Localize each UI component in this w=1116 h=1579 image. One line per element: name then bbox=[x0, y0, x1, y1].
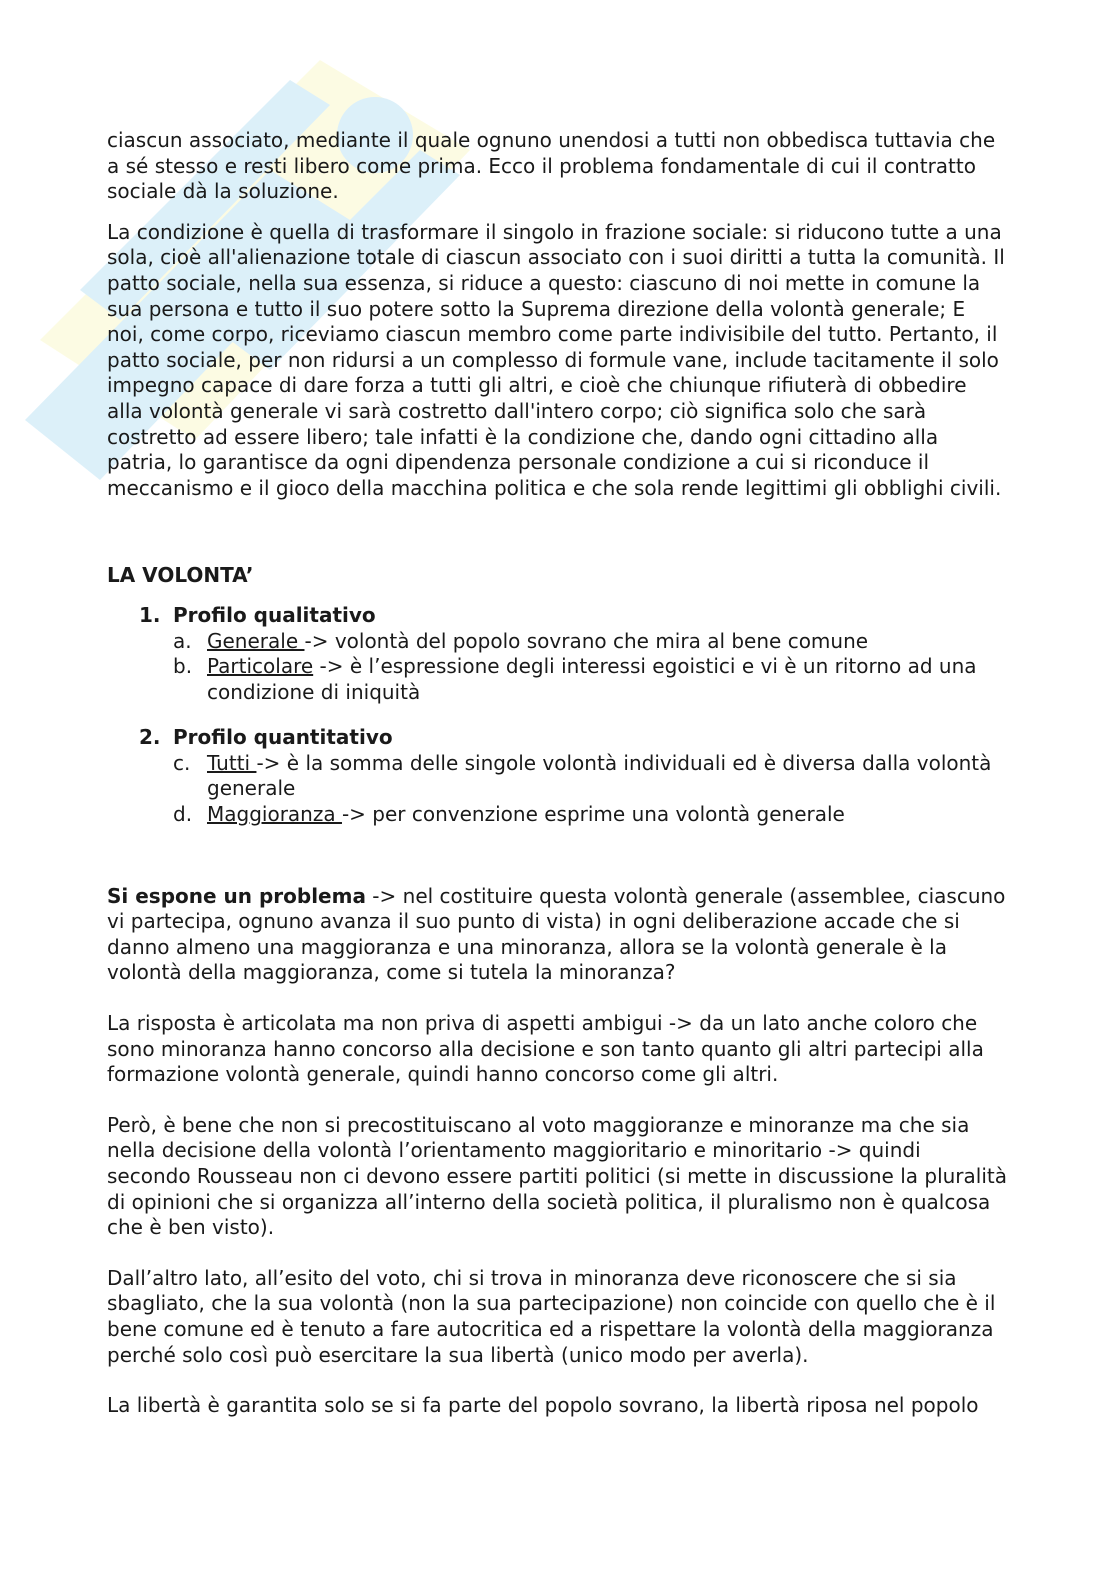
list-number: 2. bbox=[139, 725, 161, 750]
sublist-item bbox=[173, 802, 1007, 828]
profile-list bbox=[107, 603, 1007, 828]
intro-paragraph: La condizione è quella di trasformare il singolo in frazione sociale: si riducono tutte a una sola, cioè all'alienazione totale di ciascun associato con i suoi diritti a tutta la comunità. Il patto sociale, nella sua essenza, si riduce a questo: ciascuno di noi mette in comune la sua persona e tutto il suo potere sotto la Suprema direzione della volontà generale; E noi, come corpo, riceviamo ciascun membro come parte indivisibile del tutto. Pertanto, il patto sociale, per non ridursi a un complesso di formule vane, include tacitamente il solo impegno capace di dare forza a tutti gli altri, e cioè che chiunque rifiuterà di obbedire alla volontà generale vi sarà costretto dall'intero corpo; ciò significa solo che sarà costretto ad essere libero; tale infatti è la condizione che, dando ogni cittadino alla patria, lo garantisce da ogni dipendenza personale condizione a cui si riconduce il meccanismo e il gioco della macchina politica e che sola rende legittimi gli obblighi civili. bbox=[107, 219, 1005, 500]
sublist-item bbox=[173, 654, 1007, 705]
body-paragraph: La libertà è garantita solo se si fa parte del popolo sovrano, la libertà riposa nel popolo bbox=[107, 1393, 979, 1418]
body-paragraph: La risposta è articolata ma non priva di aspetti ambigui -> da un lato anche coloro che sono minoranza hanno concorso alla decisione e son tanto quanto gli altri partecipi alla formazione volontà generale, quindi hanno concorso come gli altri. bbox=[107, 1011, 984, 1087]
list-letter: d. bbox=[173, 802, 193, 827]
profile-sublist bbox=[173, 751, 1007, 828]
problem-paragraph bbox=[107, 884, 1007, 986]
list-letter: c. bbox=[173, 750, 191, 775]
list-number: 1. bbox=[139, 602, 161, 627]
term: Tutti bbox=[207, 750, 257, 775]
term: Particolare bbox=[207, 654, 314, 679]
intro-paragraph: ciascun associato, mediante il quale ognuno unendosi a tutti non obbedisca tuttavia che a sé stesso e resti libero come prima. Ecco il problema fondamentale di cui il contratto sociale dà la soluzione. bbox=[107, 128, 996, 204]
term-description: -> è la somma delle singole volontà individuali ed è diversa dalla volontà generale bbox=[207, 750, 992, 801]
problem-lead: Si espone un problema bbox=[107, 883, 366, 908]
term-description: -> per convenzione esprime una volontà generale bbox=[341, 802, 845, 827]
term: Maggioranza bbox=[207, 802, 342, 827]
sublist-item bbox=[173, 750, 1007, 802]
profile-sublist bbox=[173, 629, 1007, 706]
sublist-item bbox=[173, 628, 1007, 655]
body-paragraph: Però, è bene che non si precostituiscano al voto maggioranze e minoranze ma che sia nella decisione della volontà l’orientamento maggioritario e minoritario -> quindi secondo Rousseau non ci devono essere partiti politici (si mette in discussione la pluralità di opinioni che si organizza all’interno della società politica, il pluralismo non è qualcosa che è ben visto). bbox=[107, 1112, 1007, 1240]
list-letter: b. bbox=[173, 654, 193, 679]
term-description: -> volontà del popolo sovrano che mira al bene comune bbox=[304, 628, 869, 653]
profile-title: Profilo qualitativo bbox=[173, 602, 376, 627]
profile-item bbox=[139, 725, 1007, 827]
profile-title: Profilo quantitativo bbox=[173, 725, 393, 750]
list-letter: a. bbox=[173, 628, 192, 653]
problem-text: -> nel costituire questa volontà generale (assemblee, ciascuno vi partecipa, ognuno avanza il suo punto di vista) in ogni deliberazione accade che si danno almeno una maggioranza e una minoranza, allora se la volontà generale è la volontà della maggioranza, come si tutela la minoranza? bbox=[107, 883, 1006, 985]
body-paragraph: Dall’altro lato, all’esito del voto, chi si trova in minoranza deve riconoscere che si sia sbagliato, che la sua volontà (non la sua partecipazione) non coincide con quello che è il bene comune ed è tenuto a fare autocritica ed a rispettare la volontà della maggioranza perché solo così può esercitare la sua libertà (unico modo per averla). bbox=[107, 1265, 996, 1367]
term: Generale bbox=[207, 628, 305, 653]
term-description: -> è l’espressione degli interessi egoistici e vi è un ritorno ad una condizione di iniquità bbox=[207, 654, 977, 704]
document-page bbox=[107, 128, 1007, 1419]
profile-item bbox=[139, 602, 1007, 705]
section-heading: LA VOLONTA’ bbox=[107, 563, 254, 588]
